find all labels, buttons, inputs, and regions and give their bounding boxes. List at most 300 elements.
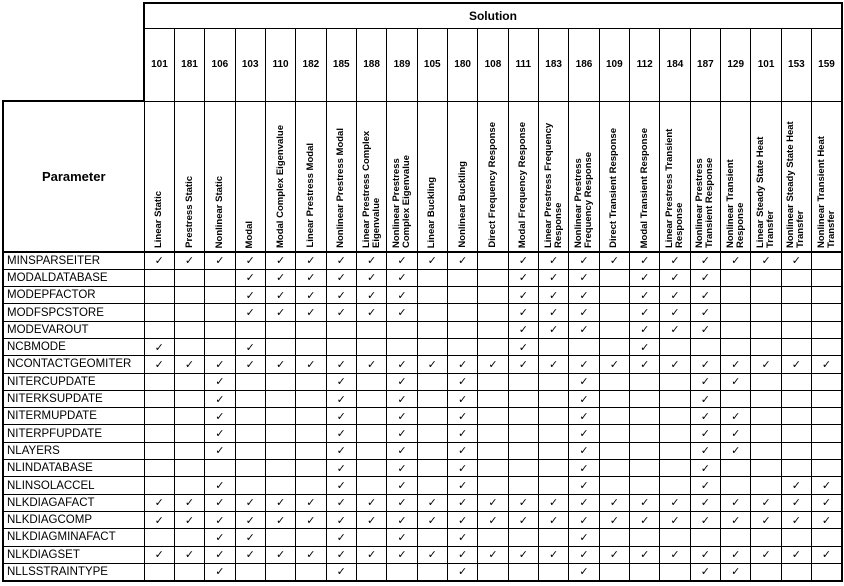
check-mark: ✓ — [458, 496, 468, 510]
solution-label: Linear Buckling — [426, 176, 438, 248]
check-cell-checked — [235, 304, 265, 321]
check-mark: ✓ — [215, 409, 225, 423]
check-mark: ✓ — [761, 357, 771, 371]
check-cell-empty — [174, 563, 204, 580]
check-mark: ✓ — [184, 357, 195, 371]
check-cell-empty — [265, 460, 295, 477]
solution-label-cell — [721, 101, 751, 252]
check-mark: ✓ — [397, 461, 407, 475]
check-cell-empty — [326, 321, 356, 338]
check-cell-empty — [812, 460, 842, 477]
check-cell-checked — [630, 287, 660, 304]
check-cell-checked — [326, 373, 356, 390]
check-mark: ✓ — [397, 288, 407, 302]
solution-code: 185 — [326, 28, 356, 101]
check-cell-empty — [599, 338, 629, 355]
check-cell-checked — [781, 511, 811, 528]
check-mark: ✓ — [397, 530, 407, 544]
check-mark: ✓ — [640, 357, 650, 371]
check-cell-empty — [356, 563, 386, 580]
check-cell-checked — [144, 546, 174, 563]
check-cell-checked — [326, 425, 356, 442]
check-cell-empty — [630, 408, 660, 425]
check-cell-empty — [387, 338, 417, 355]
check-cell-empty — [478, 252, 508, 269]
check-cell-checked — [174, 494, 204, 511]
check-mark: ✓ — [731, 444, 741, 458]
check-mark: ✓ — [518, 306, 528, 320]
check-mark: ✓ — [579, 288, 589, 302]
check-mark: ✓ — [336, 530, 346, 544]
check-mark: ✓ — [215, 254, 225, 268]
check-cell-empty — [538, 442, 568, 459]
check-cell-empty — [417, 425, 447, 442]
check-cell-checked — [447, 477, 477, 494]
check-cell-checked — [781, 252, 811, 269]
check-cell-empty — [599, 460, 629, 477]
check-cell-checked — [326, 408, 356, 425]
check-cell-empty — [599, 477, 629, 494]
check-mark: ✓ — [731, 513, 741, 527]
check-mark: ✓ — [366, 513, 377, 527]
check-cell-empty — [599, 563, 629, 580]
check-mark: ✓ — [579, 461, 589, 475]
check-cell-empty — [144, 477, 174, 494]
solution-label-cell — [751, 101, 781, 252]
check-mark: ✓ — [275, 548, 286, 562]
check-mark: ✓ — [640, 513, 650, 527]
check-cell-empty — [235, 408, 265, 425]
check-cell-empty — [721, 304, 751, 321]
check-mark: ✓ — [579, 496, 589, 510]
check-cell-checked — [751, 494, 781, 511]
check-cell-empty — [660, 425, 690, 442]
check-mark: ✓ — [518, 513, 528, 527]
parameter-name: NLKDIAGSET — [3, 546, 144, 563]
solution-code: 109 — [599, 28, 629, 101]
check-mark: ✓ — [336, 392, 346, 406]
solution-label-cell — [538, 101, 568, 252]
solution-code: 181 — [174, 28, 204, 101]
check-cell-checked — [569, 442, 599, 459]
check-mark: ✓ — [640, 306, 650, 320]
check-mark: ✓ — [458, 409, 468, 423]
check-cell-empty — [478, 287, 508, 304]
check-mark: ✓ — [154, 357, 164, 371]
check-cell-empty — [599, 373, 629, 390]
check-cell-empty — [296, 460, 326, 477]
check-cell-empty — [781, 373, 811, 390]
check-cell-checked — [205, 425, 235, 442]
check-mark: ✓ — [518, 271, 528, 285]
table-row — [3, 546, 842, 563]
table-row — [3, 390, 842, 407]
check-cell-checked — [356, 494, 386, 511]
solution-label-cell — [387, 101, 417, 252]
check-mark: ✓ — [427, 513, 437, 527]
parameter-name: NLKDIAGCOMP — [3, 511, 144, 528]
check-cell-checked — [690, 494, 720, 511]
check-cell-empty — [599, 425, 629, 442]
check-cell-empty — [296, 563, 326, 580]
check-mark: ✓ — [154, 496, 164, 510]
check-mark: ✓ — [700, 392, 710, 406]
check-cell-checked — [235, 494, 265, 511]
check-cell-empty — [417, 442, 447, 459]
check-cell-empty — [235, 442, 265, 459]
solution-label: Linear Prestress Modal — [304, 143, 316, 248]
check-mark: ✓ — [579, 271, 589, 285]
check-mark: ✓ — [670, 323, 680, 337]
check-cell-empty — [812, 304, 842, 321]
check-cell-empty — [356, 425, 386, 442]
check-cell-checked — [326, 390, 356, 407]
solution-label-cell — [205, 101, 235, 252]
solution-label-cell — [296, 101, 326, 252]
check-mark: ✓ — [336, 496, 346, 510]
check-cell-checked — [569, 269, 599, 286]
check-cell-checked — [205, 511, 235, 528]
check-cell-checked — [690, 356, 720, 373]
check-cell-empty — [599, 408, 629, 425]
check-cell-checked — [599, 356, 629, 373]
check-mark: ✓ — [306, 513, 316, 527]
check-cell-checked — [447, 529, 477, 546]
check-mark: ✓ — [306, 271, 316, 285]
check-cell-empty — [144, 408, 174, 425]
check-cell-checked — [205, 252, 235, 269]
check-cell-checked — [538, 252, 568, 269]
check-cell-checked — [417, 494, 447, 511]
check-cell-checked — [478, 356, 508, 373]
solution-label: Nonlinear Prestress Modal — [335, 128, 347, 248]
check-cell-empty — [751, 373, 781, 390]
check-cell-checked — [478, 511, 508, 528]
check-cell-checked — [447, 356, 477, 373]
check-mark: ✓ — [640, 496, 650, 510]
solution-label-cell — [235, 101, 265, 252]
check-cell-empty — [478, 269, 508, 286]
check-cell-checked — [508, 321, 538, 338]
check-mark: ✓ — [458, 254, 468, 268]
check-mark: ✓ — [154, 254, 164, 268]
check-cell-checked — [690, 304, 720, 321]
check-mark: ✓ — [609, 254, 619, 268]
check-cell-checked — [447, 373, 477, 390]
check-cell-checked — [569, 390, 599, 407]
check-cell-checked — [538, 546, 568, 563]
check-mark: ✓ — [245, 340, 255, 354]
check-cell-empty — [144, 390, 174, 407]
check-mark: ✓ — [397, 306, 407, 320]
check-cell-empty — [174, 338, 204, 355]
check-cell-empty — [205, 338, 235, 355]
parameter-name: NLINDATABASE — [3, 460, 144, 477]
check-cell-empty — [721, 338, 751, 355]
check-cell-empty — [296, 442, 326, 459]
check-mark: ✓ — [579, 392, 589, 406]
check-cell-checked — [508, 269, 538, 286]
check-cell-empty — [296, 338, 326, 355]
check-cell-empty — [781, 442, 811, 459]
check-mark: ✓ — [366, 548, 377, 562]
check-cell-empty — [447, 338, 477, 355]
check-cell-checked — [690, 442, 720, 459]
check-cell-checked — [508, 494, 538, 511]
check-cell-checked — [144, 494, 174, 511]
check-mark: ✓ — [640, 548, 650, 562]
check-cell-empty — [630, 529, 660, 546]
check-mark: ✓ — [306, 288, 316, 302]
parameter-name: NITERCUPDATE — [3, 373, 144, 390]
check-cell-empty — [265, 529, 295, 546]
check-cell-empty — [812, 529, 842, 546]
check-cell-empty — [508, 425, 538, 442]
check-cell-checked — [387, 304, 417, 321]
check-cell-checked — [569, 287, 599, 304]
check-mark: ✓ — [215, 427, 225, 441]
check-cell-checked — [174, 356, 204, 373]
check-mark: ✓ — [488, 513, 498, 527]
check-mark: ✓ — [700, 254, 710, 268]
check-cell-empty — [144, 460, 174, 477]
check-cell-checked — [660, 494, 690, 511]
check-mark: ✓ — [336, 513, 346, 527]
check-cell-empty — [812, 287, 842, 304]
check-mark: ✓ — [336, 271, 346, 285]
check-cell-checked — [326, 529, 356, 546]
check-mark: ✓ — [397, 427, 407, 441]
check-mark: ✓ — [245, 357, 255, 371]
check-cell-empty — [599, 390, 629, 407]
check-cell-checked — [781, 356, 811, 373]
check-cell-empty — [660, 338, 690, 355]
check-mark: ✓ — [579, 444, 589, 458]
check-mark: ✓ — [184, 548, 195, 562]
check-mark: ✓ — [609, 357, 619, 371]
parameter-name: NCONTACTGEOMITER — [3, 356, 144, 373]
check-cell-checked — [326, 546, 356, 563]
check-mark: ✓ — [458, 461, 468, 475]
check-cell-empty — [478, 390, 508, 407]
check-cell-empty — [599, 529, 629, 546]
check-mark: ✓ — [700, 461, 710, 475]
check-cell-checked — [387, 460, 417, 477]
check-cell-checked — [296, 287, 326, 304]
check-mark: ✓ — [427, 254, 437, 268]
check-cell-checked — [174, 252, 204, 269]
check-cell-empty — [265, 338, 295, 355]
check-cell-checked — [599, 494, 629, 511]
check-cell-empty — [478, 460, 508, 477]
check-cell-empty — [478, 321, 508, 338]
solution-label: Nonlinear Transient Response — [724, 159, 746, 248]
check-mark: ✓ — [397, 271, 407, 285]
check-cell-empty — [417, 460, 447, 477]
check-cell-checked — [387, 494, 417, 511]
table-row — [3, 269, 842, 286]
check-mark: ✓ — [336, 357, 346, 371]
check-cell-checked — [478, 494, 508, 511]
check-mark: ✓ — [700, 375, 710, 389]
check-mark: ✓ — [761, 496, 771, 510]
check-cell-checked — [569, 321, 599, 338]
check-cell-empty — [599, 321, 629, 338]
solution-label: Nonlinear Prestress Frequency Response — [572, 151, 594, 248]
check-cell-empty — [751, 390, 781, 407]
check-cell-checked — [265, 252, 295, 269]
check-cell-empty — [174, 390, 204, 407]
check-cell-empty — [478, 408, 508, 425]
check-cell-checked — [447, 425, 477, 442]
check-cell-checked — [356, 252, 386, 269]
check-mark: ✓ — [366, 496, 377, 510]
check-cell-checked — [235, 269, 265, 286]
check-cell-checked — [447, 408, 477, 425]
check-cell-checked — [326, 252, 356, 269]
check-cell-empty — [812, 442, 842, 459]
check-mark: ✓ — [731, 357, 741, 371]
check-cell-empty — [478, 442, 508, 459]
solution-label: Modal Transient Response — [638, 127, 650, 248]
check-cell-checked — [690, 269, 720, 286]
solution-code: 108 — [478, 28, 508, 101]
check-cell-empty — [660, 442, 690, 459]
check-cell-empty — [660, 477, 690, 494]
check-mark: ✓ — [458, 513, 468, 527]
check-cell-checked — [296, 304, 326, 321]
check-mark: ✓ — [458, 392, 468, 406]
check-mark: ✓ — [700, 513, 710, 527]
check-cell-checked — [417, 511, 447, 528]
check-cell-empty — [478, 373, 508, 390]
check-cell-empty — [144, 321, 174, 338]
check-cell-checked — [326, 460, 356, 477]
check-mark: ✓ — [245, 513, 255, 527]
check-cell-empty — [205, 269, 235, 286]
solution-label: Direct Transient Response — [608, 128, 620, 248]
check-cell-checked — [356, 269, 386, 286]
check-cell-empty — [630, 477, 660, 494]
check-cell-empty — [812, 321, 842, 338]
solution-code: 129 — [721, 28, 751, 101]
check-cell-checked — [296, 269, 326, 286]
check-cell-empty — [235, 460, 265, 477]
check-mark: ✓ — [184, 254, 195, 268]
check-mark: ✓ — [427, 548, 437, 562]
check-mark: ✓ — [549, 254, 559, 268]
check-cell-checked — [538, 494, 568, 511]
check-cell-checked — [690, 511, 720, 528]
check-cell-checked — [660, 356, 690, 373]
table-row — [3, 356, 842, 373]
check-mark: ✓ — [700, 306, 710, 320]
check-mark: ✓ — [761, 548, 771, 562]
check-cell-empty — [296, 529, 326, 546]
check-cell-checked — [660, 321, 690, 338]
parameter-name: MODFSPCSTORE — [3, 304, 144, 321]
check-cell-empty — [812, 252, 842, 269]
solution-label-cell — [356, 101, 386, 252]
table-row — [3, 252, 842, 269]
check-mark: ✓ — [215, 530, 225, 544]
check-cell-empty — [205, 304, 235, 321]
check-cell-checked — [781, 546, 811, 563]
check-cell-empty — [812, 390, 842, 407]
check-cell-checked — [326, 563, 356, 580]
check-cell-empty — [265, 390, 295, 407]
check-mark: ✓ — [821, 479, 832, 492]
check-cell-empty — [417, 287, 447, 304]
check-cell-checked — [144, 356, 174, 373]
check-cell-checked — [447, 494, 477, 511]
check-cell-empty — [356, 477, 386, 494]
check-cell-empty — [508, 477, 538, 494]
check-cell-checked — [235, 252, 265, 269]
check-cell-checked — [569, 529, 599, 546]
check-cell-empty — [781, 563, 811, 580]
check-mark: ✓ — [700, 548, 710, 562]
solution-label: Linear Static — [153, 190, 165, 248]
check-cell-empty — [508, 442, 538, 459]
check-cell-empty — [265, 373, 295, 390]
table-header — [3, 3, 842, 252]
header-row-labels — [3, 101, 842, 252]
check-cell-checked — [508, 546, 538, 563]
check-cell-checked — [569, 563, 599, 580]
check-mark: ✓ — [215, 479, 225, 492]
check-mark: ✓ — [458, 444, 468, 458]
check-cell-checked — [447, 390, 477, 407]
check-cell-checked — [447, 563, 477, 580]
check-mark: ✓ — [154, 548, 164, 562]
parameter-header: Parameter — [3, 101, 144, 252]
check-cell-empty — [781, 287, 811, 304]
check-cell-checked — [326, 442, 356, 459]
check-cell-checked — [630, 356, 660, 373]
check-mark: ✓ — [731, 375, 741, 389]
check-mark: ✓ — [549, 323, 559, 337]
check-cell-checked — [265, 287, 295, 304]
check-mark: ✓ — [700, 427, 710, 441]
check-cell-checked — [630, 494, 660, 511]
check-cell-empty — [174, 408, 204, 425]
check-cell-empty — [812, 408, 842, 425]
check-cell-empty — [174, 269, 204, 286]
check-cell-checked — [569, 356, 599, 373]
check-mark: ✓ — [821, 357, 832, 371]
check-mark: ✓ — [579, 427, 589, 441]
check-cell-empty — [356, 373, 386, 390]
solution-label: Linear Prestress Complex Eigenvalue — [360, 130, 382, 248]
check-mark: ✓ — [215, 392, 225, 406]
check-cell-checked — [630, 269, 660, 286]
solution-label: Modal Frequency Response — [517, 121, 529, 248]
check-cell-checked — [174, 511, 204, 528]
solution-label: Linear Prestress Transient Response — [664, 128, 686, 248]
check-cell-empty — [538, 477, 568, 494]
check-mark: ✓ — [245, 254, 255, 268]
check-cell-checked — [356, 356, 386, 373]
check-mark: ✓ — [731, 254, 741, 268]
check-mark: ✓ — [700, 409, 710, 423]
check-cell-empty — [144, 425, 174, 442]
check-mark: ✓ — [518, 254, 528, 268]
solution-label-cell — [447, 101, 477, 252]
check-cell-empty — [235, 425, 265, 442]
check-cell-checked — [721, 511, 751, 528]
check-cell-checked — [751, 252, 781, 269]
